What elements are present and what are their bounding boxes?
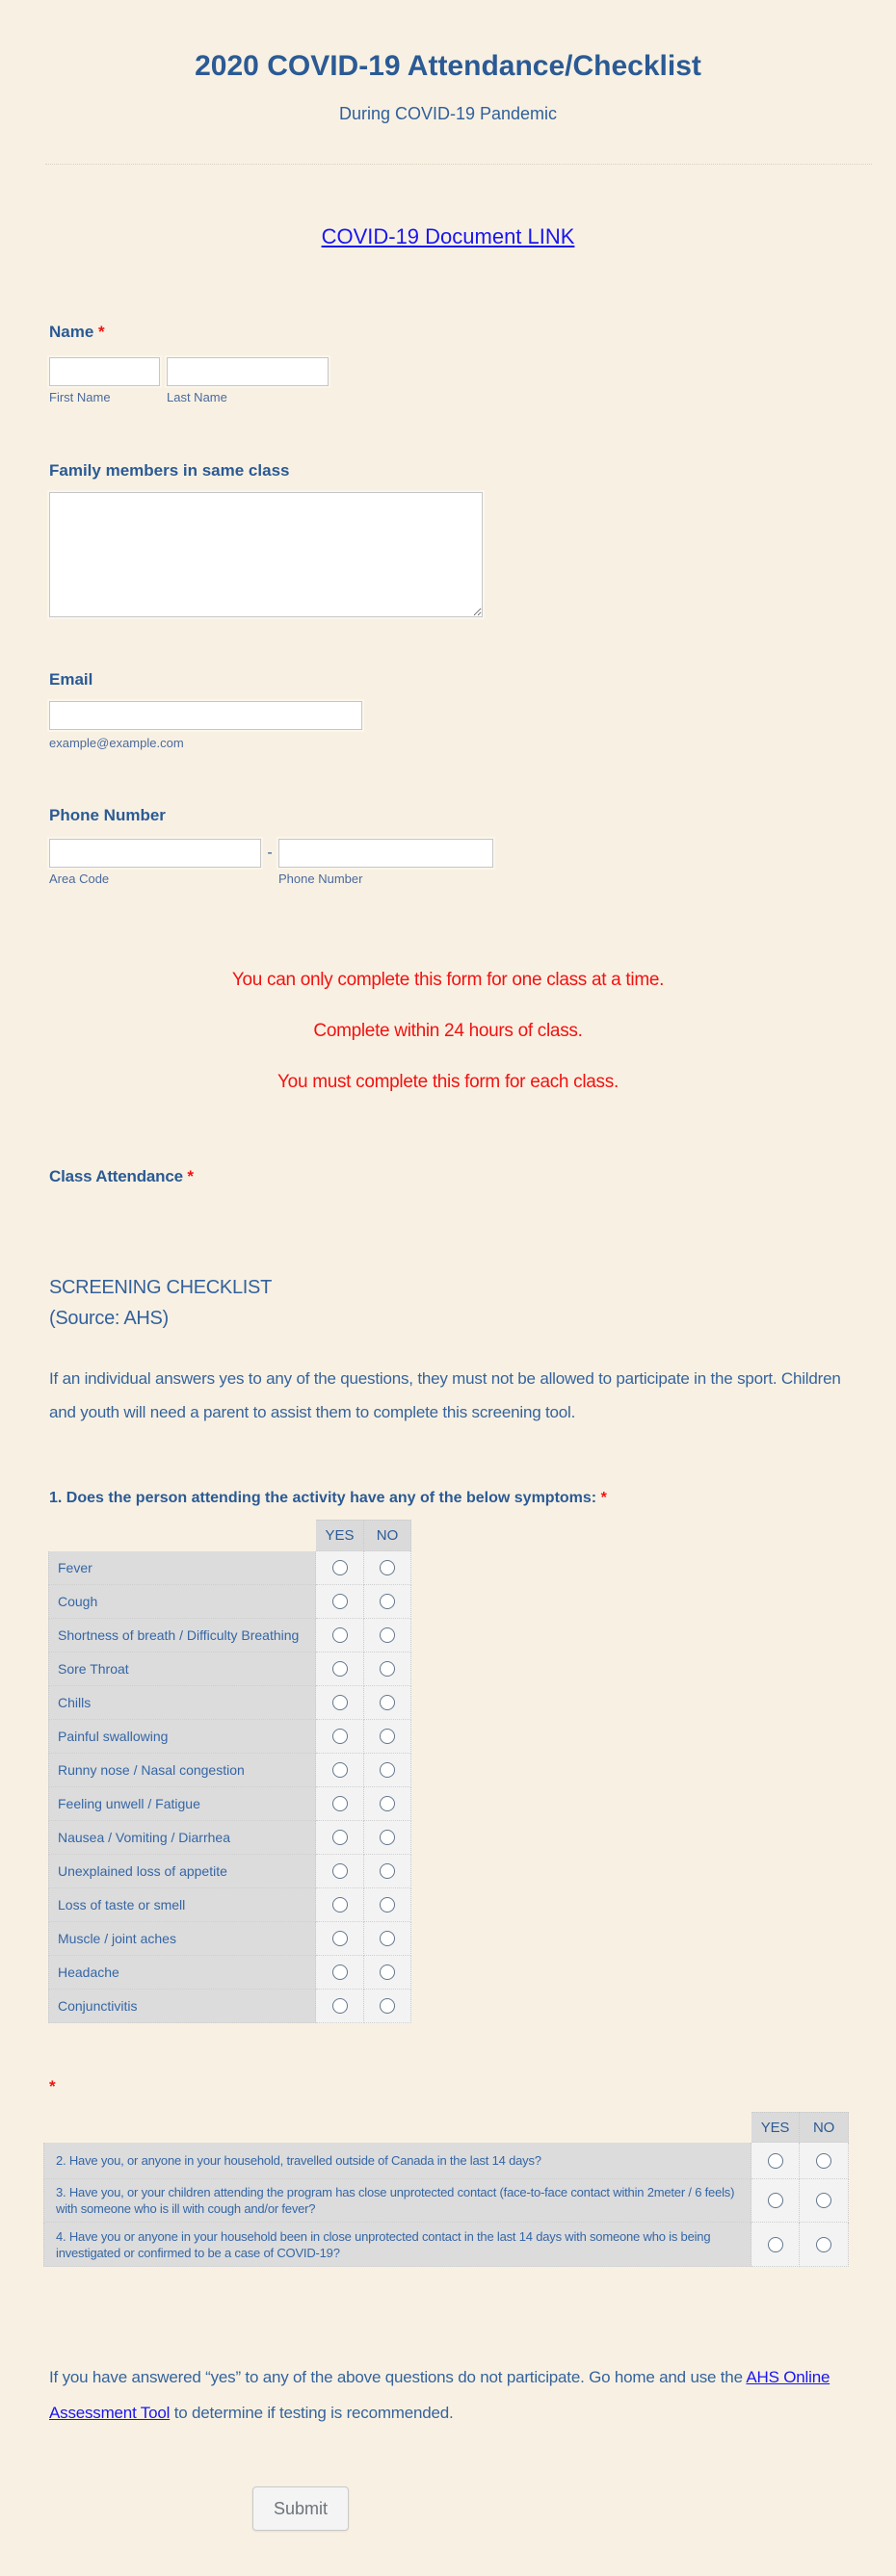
name-sublabels xyxy=(49,390,867,404)
submit-button[interactable]: Submit xyxy=(252,2486,349,2531)
radio-no[interactable] xyxy=(380,1796,395,1811)
radio-no[interactable] xyxy=(380,1627,395,1643)
form-title: 2020 COVID-19 Attendance/Checklist xyxy=(195,50,701,82)
radio-cell xyxy=(316,1990,364,2023)
table-row-label: Runny nose / Nasal congestion xyxy=(48,1754,316,1787)
table-row-label: 4. Have you or anyone in your household been in close unprotected contact in the last 14 days with someone who is being investigated or confirmed to be a case of COVID-19? xyxy=(43,2223,751,2267)
radio-no[interactable] xyxy=(816,2153,831,2169)
radio-cell xyxy=(364,1686,411,1720)
radio-cell xyxy=(800,2143,849,2179)
notice-line-3: You must complete this form for each class. xyxy=(277,1072,619,1092)
radio-no[interactable] xyxy=(380,1830,395,1845)
household-col-header-yes: YES xyxy=(751,2112,800,2143)
radio-no[interactable] xyxy=(380,1965,395,1980)
radio-cell xyxy=(364,1551,411,1585)
radio-yes[interactable] xyxy=(332,1830,348,1845)
document-link-row xyxy=(29,224,867,249)
table-row-label: Muscle / joint aches xyxy=(48,1922,316,1956)
phone-number-sublabel: Phone Number xyxy=(278,872,363,886)
radio-no[interactable] xyxy=(816,2237,831,2252)
section-divider xyxy=(45,164,872,165)
radio-yes[interactable] xyxy=(332,1931,348,1946)
radio-cell xyxy=(800,2223,849,2267)
radio-cell xyxy=(316,1956,364,1990)
table-row-label: Chills xyxy=(48,1686,316,1720)
phone-number-input[interactable] xyxy=(278,839,493,868)
radio-cell xyxy=(316,1585,364,1619)
email-sublabel: example@example.com xyxy=(49,736,184,750)
radio-cell xyxy=(364,1922,411,1956)
radio-cell xyxy=(316,1888,364,1922)
area-code-input[interactable] xyxy=(49,839,261,868)
last-name-sublabel: Last Name xyxy=(167,390,227,404)
symptom-question-label: 1. Does the person attending the activity have any of the below symptoms: * xyxy=(49,1490,607,1506)
radio-cell xyxy=(800,2179,849,2223)
table-corner-cell xyxy=(43,2112,751,2143)
table-row-label: Loss of taste or smell xyxy=(48,1888,316,1922)
radio-cell xyxy=(364,1821,411,1855)
radio-cell xyxy=(316,1754,364,1787)
radio-cell xyxy=(364,1888,411,1922)
radio-no[interactable] xyxy=(380,1897,395,1912)
radio-cell xyxy=(364,1585,411,1619)
table-row-label: 3. Have you, or your children attending the program has close unprotected contact (face-to-face contact within 2meter / 6 feels) with someone who is ill with cough and/or fever? xyxy=(43,2179,751,2223)
notice-line-1: You can only complete this form for one class at a time. xyxy=(231,970,665,990)
radio-cell xyxy=(364,1652,411,1686)
covid-document-link[interactable]: COVID-19 Document LINK xyxy=(321,224,575,248)
phone-inputs-row xyxy=(49,839,867,868)
notice-line-2: Complete within 24 hours of class. xyxy=(313,1021,583,1041)
radio-no[interactable] xyxy=(380,1661,395,1677)
household-questions-table xyxy=(43,2112,849,2267)
area-code-sublabel: Area Code xyxy=(49,872,110,886)
name-inputs-row xyxy=(49,357,867,386)
symptom-col-header-yes: YES xyxy=(316,1520,364,1551)
radio-cell xyxy=(751,2143,800,2179)
name-field-label: Name * xyxy=(49,323,105,341)
radio-yes[interactable] xyxy=(332,1661,348,1677)
radio-no[interactable] xyxy=(380,1729,395,1744)
table-corner-cell xyxy=(48,1520,316,1551)
table-row-label: Nausea / Vomiting / Diarrhea xyxy=(48,1821,316,1855)
radio-no[interactable] xyxy=(380,1695,395,1710)
radio-cell xyxy=(316,1551,364,1585)
symptom-table xyxy=(48,1520,411,2023)
table-row-label: Fever xyxy=(48,1551,316,1585)
radio-yes[interactable] xyxy=(332,1762,348,1778)
radio-cell xyxy=(364,1956,411,1990)
household-col-header-no: NO xyxy=(800,2112,849,2143)
required-asterisk: * xyxy=(187,1167,194,1185)
family-members-textarea[interactable] xyxy=(49,492,483,617)
footer-text-after-link: to determine if testing is recommended. xyxy=(170,2404,454,2422)
last-name-input[interactable] xyxy=(167,357,329,386)
radio-yes[interactable] xyxy=(332,1594,348,1609)
screening-checklist-title: SCREENING CHECKLIST xyxy=(49,1277,273,1298)
submit-row xyxy=(252,2486,867,2531)
radio-no[interactable] xyxy=(380,1998,395,2014)
radio-cell xyxy=(364,1619,411,1652)
phone-field-label: Phone Number xyxy=(49,806,166,824)
radio-yes[interactable] xyxy=(332,1796,348,1811)
radio-yes[interactable] xyxy=(768,2153,783,2169)
table-row-label: 2. Have you, or anyone in your household, travelled outside of Canada in the last 14 days? xyxy=(43,2143,751,2179)
radio-yes[interactable] xyxy=(332,1965,348,1980)
screening-description: If an individual answers yes to any of the questions, they must not be allowed to participate in the sport. Children and youth will need a parent to assist them to complete this screening tool. xyxy=(49,1369,841,1421)
radio-cell xyxy=(316,1686,364,1720)
radio-yes[interactable] xyxy=(332,1863,348,1879)
table-row-label: Cough xyxy=(48,1585,316,1619)
radio-cell xyxy=(364,1787,411,1821)
radio-yes[interactable] xyxy=(332,1729,348,1744)
radio-yes[interactable] xyxy=(332,1897,348,1912)
radio-no[interactable] xyxy=(380,1863,395,1879)
radio-cell xyxy=(316,1720,364,1754)
family-field-label: Family members in same class xyxy=(49,461,290,480)
radio-cell xyxy=(364,1855,411,1888)
required-asterisk: * xyxy=(600,1490,607,1506)
symptom-col-header-no: NO xyxy=(364,1520,411,1551)
radio-yes[interactable] xyxy=(332,1998,348,2014)
phone-sublabels xyxy=(49,872,867,886)
radio-cell xyxy=(316,1821,364,1855)
radio-yes[interactable] xyxy=(768,2237,783,2252)
radio-cell xyxy=(751,2179,800,2223)
table-row-label: Unexplained loss of appetite xyxy=(48,1855,316,1888)
table-row-label: Conjunctivitis xyxy=(48,1990,316,2023)
form-subtitle: During COVID-19 Pandemic xyxy=(338,104,558,123)
radio-cell xyxy=(316,1787,364,1821)
screening-source: (Source: AHS) xyxy=(49,1308,169,1329)
radio-no[interactable] xyxy=(380,1931,395,1946)
radio-no[interactable] xyxy=(380,1560,395,1575)
email-input[interactable] xyxy=(49,701,362,730)
required-asterisk: * xyxy=(49,2077,56,2095)
radio-cell xyxy=(751,2223,800,2267)
table-row-label: Shortness of breath / Difficulty Breathing xyxy=(48,1619,316,1652)
radio-cell xyxy=(316,1922,364,1956)
footer-text-before-link: If you have answered “yes” to any of the above questions do not participate. Go home and use the xyxy=(49,2368,747,2386)
radio-yes[interactable] xyxy=(332,1695,348,1710)
radio-cell xyxy=(316,1855,364,1888)
radio-cell xyxy=(364,1990,411,2023)
phone-separator: - xyxy=(267,845,273,861)
radio-cell xyxy=(364,1754,411,1787)
required-asterisk: * xyxy=(98,323,105,341)
radio-yes[interactable] xyxy=(332,1627,348,1643)
ahs-assessment-tool-link[interactable]: AHS Online Assessment Tool xyxy=(49,2368,830,2422)
table-row-label: Headache xyxy=(48,1956,316,1990)
class-attendance-label: Class Attendance * xyxy=(49,1167,194,1185)
table-row-label: Feeling unwell / Fatigue xyxy=(48,1787,316,1821)
first-name-sublabel: First Name xyxy=(49,390,111,404)
first-name-input[interactable] xyxy=(49,357,160,386)
radio-no[interactable] xyxy=(380,1762,395,1778)
radio-no[interactable] xyxy=(816,2193,831,2208)
email-field-label: Email xyxy=(49,670,93,689)
table-row-label: Painful swallowing xyxy=(48,1720,316,1754)
household-required-asterisk-row xyxy=(49,2077,867,2096)
radio-cell xyxy=(316,1619,364,1652)
radio-yes[interactable] xyxy=(768,2193,783,2208)
radio-cell xyxy=(364,1720,411,1754)
radio-yes[interactable] xyxy=(332,1560,348,1575)
footer-instructions xyxy=(49,2359,849,2431)
radio-cell xyxy=(316,1652,364,1686)
table-row-label: Sore Throat xyxy=(48,1652,316,1686)
radio-no[interactable] xyxy=(380,1594,395,1609)
